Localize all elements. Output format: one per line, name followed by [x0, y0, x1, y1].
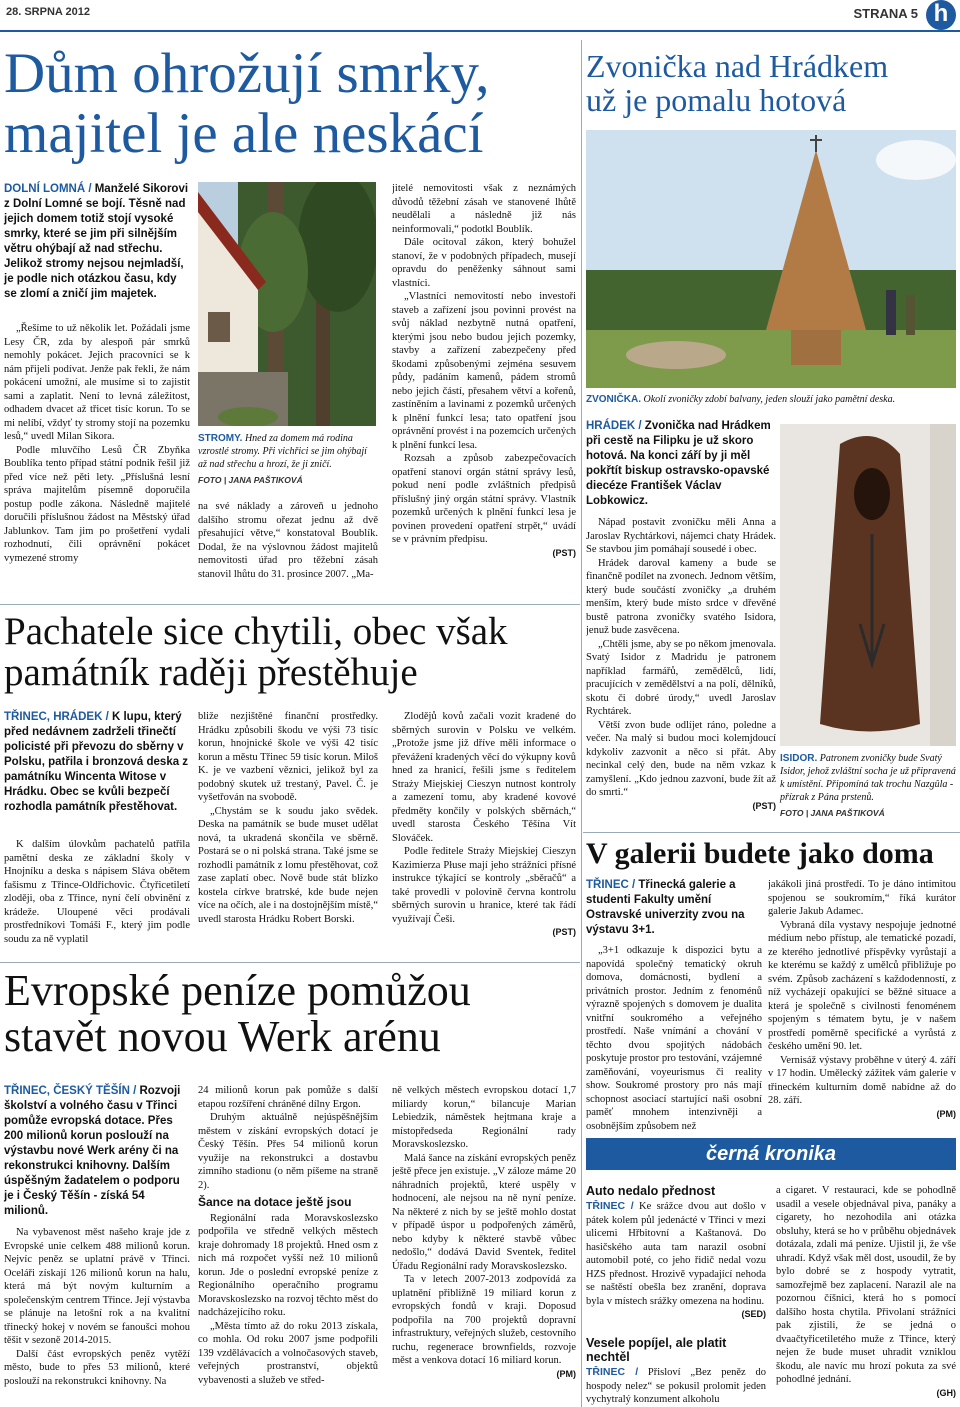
art2-lead-location: HRÁDEK / — [586, 420, 642, 432]
art1-paragraph: „Vlastníci nemovitostí nebo investoři staveb a zařízení jsou povinni provést na svůj náklad nezbytně nutná opatření, kterými jsou nebo budou jejich pozemky, stavby a zařízení zabezpečeny před škodami způsobenými zejména sesuvem půdy, padáním kamenů, pádem stromů nebo jejich částí, přesahem větví a kořenů, zastíněním a lavinami z pozemků určených k plnění funkcí lesa; tato opatření jsou oprávnění provést i na pozemcích určených k plnění funkcí lesa. — [392, 291, 576, 451]
art5-lead-location: TŘINEC / — [586, 879, 636, 891]
art1-headline-line1: Dům ohrožují smrky, — [4, 42, 490, 105]
art3-headline-line2: památník raději přestěhuje — [4, 650, 418, 694]
art1-column-3 — [392, 182, 576, 592]
art3-headline-line1: Pachatele sice chytili, obec však — [4, 610, 508, 653]
art5-column-2 — [768, 878, 956, 1132]
art4-paragraph: Druhým aktuálně nejúspěšnějším městem v získání evropských dotací je Český Těšín. Přes 54 milionů korun využije na rekonstrukci a dostavbu zimního stadionu (o něm píšeme na straně 2). — [198, 1112, 378, 1191]
art4-signature: (PM) — [556, 1368, 576, 1379]
art4-paragraph: „Města tímto až do roku 2013 získala, co mohla. Od roku 2007 jsme podpořili 139 vzdělávacích a volnočasových staveb, veřejných prostranství, objektů vybavenosti a služeb ve střed- — [198, 1320, 378, 1386]
art2-caption2-text: Patronem zvoničky bude Svatý Isidor, jehož zvláštní socha je už připravená k umístění. Připomíná tak trochu Nazgûla - přízrak z Pána prstenů. — [780, 753, 956, 803]
art4-paragraph: Ta v letech 2007-2013 zodpovídá za uplatnění přibližně 19 miliard korun z evropských fondů v kraji. Doposud podpořila na 700 projektů dopravní infrastruktury, veřejných služeb, cestovního ruchu, regenerace brownfields, rozvoje měst a venkova dotací 16 miliard korun. — [392, 1274, 576, 1366]
header-rule — [0, 30, 960, 32]
crime-item-2-title: Vesele popíjel, ale platit nechtěl — [586, 1336, 727, 1364]
crime-item-2-text: Přisloví „Bez peněz do hospody nelez“ se pokusil prolomit jeden vychytralý konzument alkoholu — [586, 1367, 766, 1405]
issue-date: 28. SRPNA 2012 — [6, 6, 90, 18]
art2-paragraph: Větší zvon bude odlíjet ráno, poledne a večer. Na malý si budou moci kolemjdoucí kdykoliv zazvonit a něco si přát. Aby necinkal celý den, bude na něm vzkaz k zamyšlení. „Kdo jednou zazvoní, bude žít až do smrti.“ — [586, 719, 776, 798]
art1-lead — [4, 182, 190, 302]
art2-headline — [586, 50, 956, 117]
art5-column-1 — [586, 944, 762, 1132]
crime-item-1 — [586, 1180, 766, 1322]
art4-paragraph: Regionální rada Moravskoslezsko podpořila ve středně velkých městech kraje dohromady 18 projektů. Hned osm z nich má rozpočet vyšší než 10 milionů korun. Jde o poslední evropské peníze z Regionálního operačního programu Moravskoslezsko na rozvoj těchto měst do nadcházejícího roku. — [198, 1212, 378, 1318]
crime-paragraph: a cigaret. V restauraci, kde se pohodlně usadil a vesele objednával piva, panáky a cigarety, ho nezohodila ani otázka obsluhy, která se ho v průběhu objednávek dotázala, zdali má peníze. Ujistil ji, že vše uhradí. Když však měl dost, usoudil, že by bylo dobré se z hospody vytratit, samozřejmě bez zaplacení. Narazil ale na pozornou číšnici, která ho s pomocí dalšího hosta chytila. Přivolaní strážníci pak zjistili, že se jedná o dvaačtyřicetiletého muže z Třince, který nejen že bude muset uhradit vzniklou škodu, ale navíc mu hrozí pokuta za své pohodlné jednání. — [776, 1185, 956, 1385]
art4-lead — [4, 1084, 190, 1219]
art4-column-1 — [4, 1226, 190, 1406]
art4-headline-line1: Evropské peníze pomůžou — [4, 966, 471, 1015]
crime-item-1-signature: (SED) — [741, 1309, 766, 1319]
crime-item-1-location: TŘINEC / — [586, 1200, 634, 1212]
statue-image — [780, 424, 956, 746]
art1-photo-credit: FOTO | JANA PAŠTIKOVÁ — [198, 475, 303, 485]
art3-paragraph: „Chystám se k soudu jako svědek. Deska na památník se bude muset udělat nová, ta ukradená skončila ve sběrně. Postará se o ni polská strana. Také jsme se rozhodli památník z lomu přestěhovat, což zase zaplatí obec. Nově bude stát blízko kostela církve bratrské, kde bude nejen více na očích, ale i na dostojnějším místě,“ uvedl starosta Hrádku Robert Borski. — [198, 805, 378, 925]
art3-paragraph: bliže nezjištěné finanční prostředky. Hrádku způsobili škodu ve výši 73 tisíc korun, hnojnické škole ve výši 42 tisíc korun a městu Třinec 59 tisíc korun. Miloš K. je ve vazbení věznici, jelikož byl za podobný skutek už trestaný, Pavel. Č. je vyšetřován na svobodě. — [198, 711, 378, 803]
art4-paragraph: ně velkých městech evropskou dotací 1,7 miliardy korun,“ bilancuje Marian Lebiedzik, náměstek hejtmana kraje a místopředseda Regionální rady Moravskoslezsko. — [392, 1085, 576, 1150]
art3-column-3 — [392, 710, 576, 954]
art3-headline — [4, 612, 580, 694]
art3-lead-location: TŘINEC, HRÁDEK / — [4, 711, 109, 723]
column-divider — [581, 40, 582, 1407]
art4-headline-line2: stavět novou Werk arénu — [4, 1012, 441, 1062]
art1-paragraph: Rozsah a způsob zabezpečovacích opatření stanoví orgán státní správy lesů, pokud není podle zvláštních předpisů příslušný jiný orgán státní správy. Vlastník pozemků určených k plnění funkcí lesa je povinen provedení opatření strpět,“ uvádí se v právním předpisu. — [392, 453, 576, 545]
art3-paragraph: Zlodějů kovů začali vozit kradené do sběrných surovin v Polsku ve velkém. „Protože jsme již dříve měli informace o převážení kradených věcí do výkupny kovů hned za hranicí, řešili jsme s ředitelem Straży Miejskiej Cieszyn nutnost kontroly a zamezení tomu, aby kradené kovové předměty končily v polských sběrnách,“ uvedl starosta Českého Těšína Vít Slováček. — [392, 711, 576, 844]
section-divider — [583, 832, 960, 833]
art4-paragraph: Malá šance na získání evropských peněz ještě přece jen existuje. „V záloze máme 20 náhradních projektů, které uspěly v hodnocení, ale nejsou na ně nyní peníze. Na některé z nich by se ještě mohlo dostat v případě úspor u podpořených záměrů, nebo kdyby k některé stavbě vůbec nedošlo,“ dodává David Sventek, ředitel Úřadu Regionální rady Moravskoslezsko. — [392, 1152, 576, 1272]
art3-paragraph: K dalším úlovkům pachatelů patřila pamětní deska ze základní školy v Hnojníku a deska s nápisem Sláva obětem fašismu z Třince-Oldřichovic. Čtyřicetiletí zloději, oba z Třince, nyní čelí obvinění z krádeže. Uloupené věci prodávali prostředníkovi Tomáši F., který jim podle soudu za ně vyplatil — [4, 839, 190, 945]
art3-column-2 — [198, 710, 378, 954]
art1-headline-line2: majitel je ale neskácí — [4, 101, 484, 165]
crime-item-2-location: TŘINEC / — [586, 1366, 639, 1378]
art5-headline: V galerii budete jako doma — [586, 837, 934, 870]
art1-paragraph: „Řešíme to už několik let. Požádali jsme Lesy ČR, zda by alespoň pár smrků nemohly pokácet. Jejich pracovníci se k nám přijeli podívat. Jenže pak řekli, že nám pokácení umožní, ale musíme si to zajistit sami a zaplatit. Není to levná záležitost, odhadem dvacet až třicet tisíc korun. To se mi nelíbí, vždyť ty stromy stojí na pozemku lesů,“ uvedl Milan Sikora. — [4, 323, 190, 442]
art4-lead-text: Rozvoji školství a volného času v Třinci pomůže evropská dotace. Přes 200 milionů korun poslouží na výstavbu nové Werk arény či na rekonstrukci knihovny. Dalším úspěšným žadatelem o podporu je i Český Těšín - získá 54 milionů. — [4, 1085, 181, 1217]
art5-lead-text: Třinecká galerie a studenti Fakulty umění Ostravské univerzity zvou na výstavu 3+1. — [586, 879, 745, 936]
art2-paragraph: Hrádek daroval kameny a bude se finančně podílet na zvonech. Jednom větším, který bude součástí zvoničky „a druhém menším, který bude místo srdce v dřevěné bustě patrona zvoničky svatého Isidora, jenuž bude zasvěcena. — [586, 557, 776, 636]
art3-column-1 — [4, 838, 190, 954]
art4-column-3 — [392, 1084, 576, 1406]
art1-lead-text: Manželé Sikorovi z Dolní Lomné se bojí. Těsně nad jejich domem totiž stojí vysoké smrky, které se jim při silnějším větru ohýbají až nad střechu. Jelikož stromy nejsou nejmladší, je podle nich otázkou času, kdy se zlomí a zničí jim majetek. — [4, 183, 189, 300]
crime-item-1-body — [586, 1200, 766, 1322]
art2-column-1 — [586, 516, 776, 826]
art2-headline-line2: už je pomalu hotová — [586, 81, 847, 118]
art5-paragraph: jakákoli jiná prostředí. To je dáno intimitou spojenou se soukromím,“ říká kurátor galerie Jakub Adamec. — [768, 879, 956, 917]
art4-subheading: Šance na dotace ještě jsou — [198, 1195, 352, 1209]
art4-lead-location: TŘINEC, ČESKÝ TĚŠÍN / — [4, 1085, 137, 1097]
art5-paragraph: „3+1 odkazuje k dispozici bytu a napovídá společný tematický okruh domova, domácnosti, bydlení a privátních prostor. Jedním z fenoménů výrazně spojených s domovem je dualita vnitřní soukromého a veřejného prostředí. Naše vnímání a chování v těchto dvou spojitých nádobách poskytuje prostor pro testování, vzájemné zaměňování, voyeurismus či reality show. Soukromé prostory pro nás mají schopnost asociací startující naši osobní paměť mnohem intenzivněji a osobnějším způsobem než — [586, 945, 762, 1132]
art3-lead — [4, 710, 190, 815]
art1-paragraph: Podle mluvčího Lesů ČR Zbyňka Boublíka tento případ státní podnik řešil již před více než pěti lety. „Příslušná lesní správa majitelům písemně doporučila postup podle zákona. Následně majitelé doručili příslušnou žádost na Městský úřad Jablunkov. Tam jim po prošetření vydali rozhodnutí, čili oprávnění pokácet vymezené stromy — [4, 444, 190, 564]
art1-signature: (PST) — [552, 547, 576, 558]
art2-photo-statue — [780, 424, 956, 746]
art5-paragraph: Vybraná díla vystavy nespojuje jednotné médium nebo přístup, ale tematické pozadí, ze kterého jednotlivé příspěvky vyrůstají a ke kterému se každý z umělců přibližuje po svém. Způsob zacházení s každodenností, z níž vycházejí opakující se běžné situace a která je společně s civilnosti fenoménem spojeným s tématem bytu, je v našem prostředí poměrně specifické a vyrůstá z českého umění 90. let. — [768, 919, 956, 1052]
section-divider — [0, 962, 580, 963]
art2-caption — [586, 393, 956, 406]
art5-lead — [586, 878, 762, 938]
art4-paragraph: Další část evropských peněz vytěží město, bude to přes 53 milionů, které poslouží na rekonstrukci knihovny. Na — [4, 1348, 190, 1387]
art3-signature: (PST) — [552, 927, 576, 937]
house-trees-image — [198, 182, 376, 426]
art2-caption-2 — [780, 752, 956, 820]
crime-column-2 — [776, 1184, 956, 1406]
art4-paragraph: Na vybavenost měst našeho kraje jde z Evropské unie celkem 488 milionů korun. Nejvíc peněz se uplatní právě v Třinci. Oceláři získají 126 milionů korun na halu, která má být novým kulturním a společenským centrem Třince. Její výstavba se plánuje na letošní rok a na kvalitní třinecký hokej v novém se fanoušci mohou těšit v sezoně 2014-2015. — [4, 1227, 190, 1346]
section-divider — [0, 604, 580, 605]
art2-photo-belfry — [586, 130, 956, 388]
art2-signature: (PST) — [752, 800, 776, 811]
art1-caption-tag: STROMY. — [198, 433, 243, 444]
art4-column-2 — [198, 1084, 378, 1406]
crime-item-2-body — [586, 1366, 766, 1407]
art1-headline — [4, 44, 574, 164]
art2-caption2-tag: ISIDOR. — [780, 753, 818, 764]
crime-signature: (GH) — [936, 1387, 956, 1398]
belfry-image — [586, 130, 956, 388]
art4-headline — [4, 968, 580, 1060]
art1-paragraph: Dále ocitoval zákon, který bohužel stanoví, že v podobných případech, musejí opravdu do peněženky sáhnout sami vlastníci. — [392, 237, 576, 289]
art1-column-2 — [198, 500, 378, 592]
art1-photo-trees — [198, 182, 376, 426]
art2-caption-tag: ZVONIČKA. — [586, 394, 641, 405]
art1-paragraph: jitelé nemovitosti však z neznámých důvodů těžební zásah ve stanovené lhůtě neudělali a následně již nás neinformovali,“ podotkl Boublík. — [392, 183, 576, 235]
art1-caption-text: Hned za domem má rodina vzrostlé stromy. Při vichřici se jim ohýbají až nad střechu a hrozí, že ji zničí. — [198, 433, 367, 470]
art2-paragraph: Nápad postavit zvoničku měli Anna a Jaroslav Rychtárkovi, nájemci chaty Hrádek. Se stavbou jim pomáhají sousedé i obec. — [586, 517, 776, 555]
art1-column-1 — [4, 322, 190, 592]
crime-item-1-title: Auto nedalo přednost — [586, 1184, 716, 1198]
art5-signature: (PM) — [936, 1108, 956, 1119]
art1-lead-location: DOLNÍ LOMNÁ / — [4, 183, 92, 195]
page-number: STRANA 5 — [853, 6, 918, 21]
art2-lead — [586, 419, 776, 509]
art2-caption-text: Okolí zvoničky zdobí balvany, jeden slouží jako pamětní deska. — [641, 394, 896, 405]
art1-caption — [198, 432, 378, 487]
art3-paragraph: Podle ředitele Straży Miejskiej Cieszyn Kazimierza Płuse mají jeho strážníci přísné instrukce týkající se kontroly „sběračů“ a také provedli v polovině června kontrolu sběrných surovin u hranice, které tak řádí využívají Češi. — [392, 846, 576, 925]
art4-paragraph: 24 milionů korun pak pomůže s další etapou rozšíření chráněné dílny Ergon. — [198, 1085, 378, 1110]
art2-paragraph: „Chtěli jsme, aby se po někom jmenovala. Svatý Isidor z Madridu je patronem například farmářů, zemědělců, lidí, pracujících v zemědělství a na polí, dělníků, skotu či dobré úrody,“ uvedl Jaroslav Rychtárek. — [586, 638, 776, 717]
art2-lead-text: Zvonička nad Hrádkem při cestě na Filipku je už skoro hotová. Na konci září by ji měl pokřtít biskup ostravsko-opavské diecéze František Václav Lobkowicz. — [586, 420, 771, 507]
crime-item-1-text: Ke srážce dvou aut došlo v pátek kolem půl jedenácté v Třinci v mezi ulicemi Hřbitovní a Kaštanová. Do hasičského auta tam narazil osobní automobil poté, co jeho řidič nedal vozu HZS přednost. Hrozivě vypadající nehoda se naštěstí obešla bez zranění, doprava byla v místech srážky omezena na hodinu. — [586, 1201, 766, 1307]
art3-lead-text: K lupu, který před nedávnem zadrželi třinečtí policisté při převozu do sběrny v Polsku, patřila i bronzová deska z památníku Wincenta Witose v Hrádku. Obec se kvůli bezpečí rozhodla památník přestěhovat. — [4, 711, 189, 813]
crime-news-banner: černá kronika — [586, 1138, 956, 1170]
newspaper-logo: h — [926, 0, 956, 30]
art2-photo-credit: FOTO | JANA PAŠTIKOVÁ — [780, 808, 885, 818]
art1-paragraph: na své náklady a zároveň u jednoho dalšího stromu ořezat jednu až dvě přesahující větve,“ konstatoval Boublík. Dodal, že na výslovnou žádost majitelů nemovitosti úřad pro těžební zásah stanovil lhůtu do 31. prosince 2007. „Ma- — [198, 501, 378, 580]
crime-item-2 — [586, 1332, 766, 1407]
art2-headline-line1: Zvonička nad Hrádkem — [586, 48, 889, 84]
art5-paragraph: Vernisáž výstavy proběhne v úterý 4. září v 17 hodin. Umělecký zážitek vám galerie v třineckém kulturním domě nabídne až do 28. září. — [768, 1054, 956, 1106]
